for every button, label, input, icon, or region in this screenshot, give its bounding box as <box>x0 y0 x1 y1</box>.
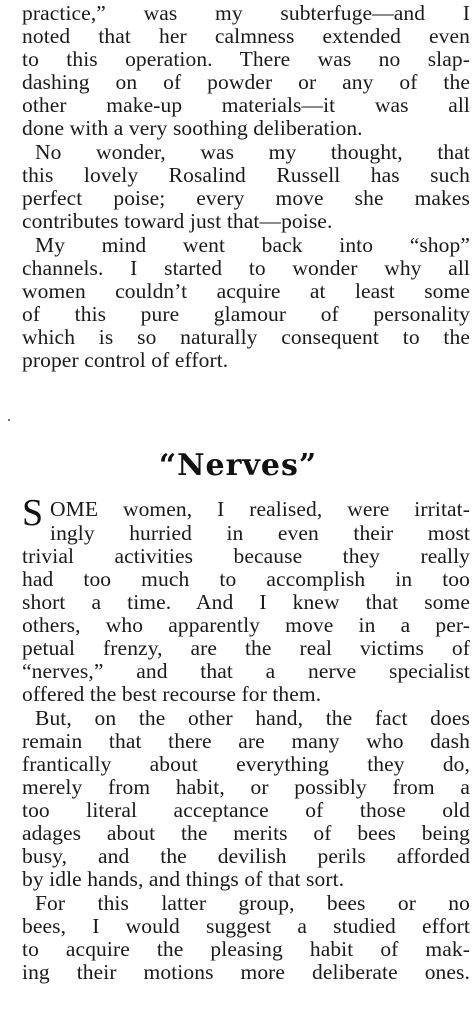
text-line: ingly hurried in even their most <box>50 522 470 545</box>
text-line: this lovely Rosalind Russell has such <box>22 164 470 187</box>
text-line: noted that her calmness extended even <box>22 25 470 48</box>
text-line: which is so naturally consequent to the <box>22 326 470 349</box>
text-line: of this pure glamour of personality <box>22 303 470 326</box>
print-speck <box>8 419 10 421</box>
text-line: to acquire the pleasing habit of mak- <box>22 938 470 961</box>
paragraph-start-line: OME women, I realised, were irritat- <box>50 498 470 521</box>
paragraph-start-line: But, on the other hand, the fact does <box>35 707 470 730</box>
text-line: adages about the merits of bees being <box>22 822 470 845</box>
text-line: petual frenzy, are the real victims of <box>22 637 470 660</box>
text-line: bees, I would suggest a studied effort <box>22 915 470 938</box>
text-line: perfect poise; every move she makes <box>22 187 470 210</box>
text-line: proper control of effort. <box>22 349 229 372</box>
section-heading: “Nerves” <box>158 448 318 483</box>
text-line: trivial activities because they really <box>22 545 470 568</box>
paragraph-start-line: My mind went back into “shop” <box>35 234 470 257</box>
drop-cap: S <box>22 492 44 534</box>
text-line: “nerves,” and that a nerve specialist <box>22 660 470 683</box>
text-line: others, who apparently move in a per- <box>22 614 470 637</box>
paragraph-start-line: No wonder, was my thought, that <box>35 141 470 164</box>
text-line: other make-up materials—it was all <box>22 94 470 117</box>
text-line: by idle hands, and things of that sort. <box>22 868 345 891</box>
text-line: to this operation. There was no slap- <box>22 48 470 71</box>
text-line: ing their motions more deliberate ones. <box>22 961 470 984</box>
text-line: channels. I started to wonder why all <box>22 257 470 280</box>
text-line: too literal acceptance of those old <box>22 799 470 822</box>
text-line: short a time. And I knew that some <box>22 591 470 614</box>
text-line: women couldn’t acquire at least some <box>22 280 470 303</box>
text-line: done with a very soothing deliberation. <box>22 117 363 140</box>
text-line: busy, and the devilish perils afforded <box>22 845 470 868</box>
text-line: dashing on of powder or any of the <box>22 71 470 94</box>
text-line: offered the best recourse for them. <box>22 683 322 706</box>
paragraph-start-line: For this latter group, bees or no <box>35 892 470 915</box>
text-line: contributes toward just that—poise. <box>22 210 333 233</box>
text-line: frantically about everything they do, <box>22 753 470 776</box>
text-line: practice,” was my subterfuge—and I <box>22 2 470 25</box>
text-line: merely from habit, or possibly from a <box>22 776 470 799</box>
text-line: had too much to accomplish in too <box>22 568 470 591</box>
text-line: remain that there are many who dash <box>22 730 470 753</box>
